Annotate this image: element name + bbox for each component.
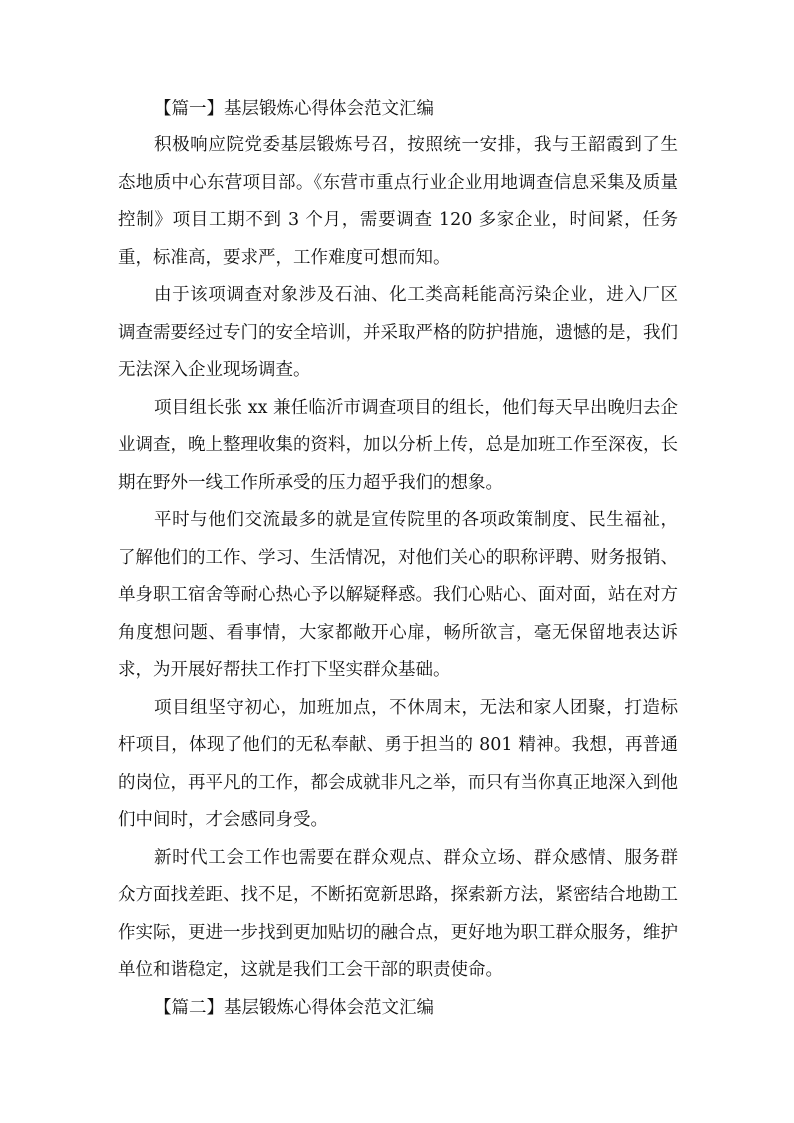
paragraph-2: 由于该项调查对象涉及石油、化工类高耗能高污染企业，进入厂区调查需要经过专门的安全培训，并采取严格的防护措施，遗憾的是，我们无法深入企业现场调查。 — [118, 285, 678, 380]
paragraph-6: 新时代工会工作也需要在群众观点、群众立场、群众感情、服务群众方面找差距、找不足，不断拓宽新思路，探索新方法，紧密结合地勘工作实际，更进一步找到更加贴切的融合点，更好地为职工群众服务，维护单位和谐稳定，这就是我们工会干部的职责使命。 — [118, 847, 678, 980]
paragraph-1: 积极响应院党委基层锻炼号召，按照统一安排，我与王韶霞到了生态地质中心东营项目部。《东营市重点行业企业用地调查信息采集及质量控制》项目工期不到 3 个月，需要调查 120 多家企业，时间紧，任务重，标准高，要求严，工作难度可想而知。 — [118, 135, 678, 268]
section-title-1: 【篇一】基层锻炼心得体会范文汇编 — [154, 99, 434, 119]
paragraph-4: 平时与他们交流最多的就是宣传院里的各项政策制度、民生福祉，了解他们的工作、学习、生活情况，对他们关心的职称评聘、财务报销、单身职工宿舍等耐心热心予以解疑释惑。我们心贴心、面对面，站在对方角度想问题、看事情，大家都敞开心扉，畅所欲言，毫无保留地表达诉求，为开展好帮扶工作打下坚实群众基础。 — [118, 510, 678, 680]
section-title-2: 【篇二】基层锻炼心得体会范文汇编 — [154, 997, 434, 1018]
paragraph-5: 项目组坚守初心，加班加点，不休周末，无法和家人团聚，打造标杆项目，体现了他们的无私奉献、勇于担当的 801 精神。我想，再普通的岗位，再平凡的工作，都会成就非凡之举，而只有当你真正地深入到他们中间时，才会感同身受。 — [118, 697, 678, 830]
paragraph-3: 项目组长张 xx 兼任临沂市调查项目的组长，他们每天早出晚归去企业调查，晚上整理收集的资料，加以分析上传，总是加班工作至深夜，长期在野外一线工作所承受的压力超乎我们的想象。 — [118, 397, 678, 493]
document-body — [118, 91, 678, 1026]
